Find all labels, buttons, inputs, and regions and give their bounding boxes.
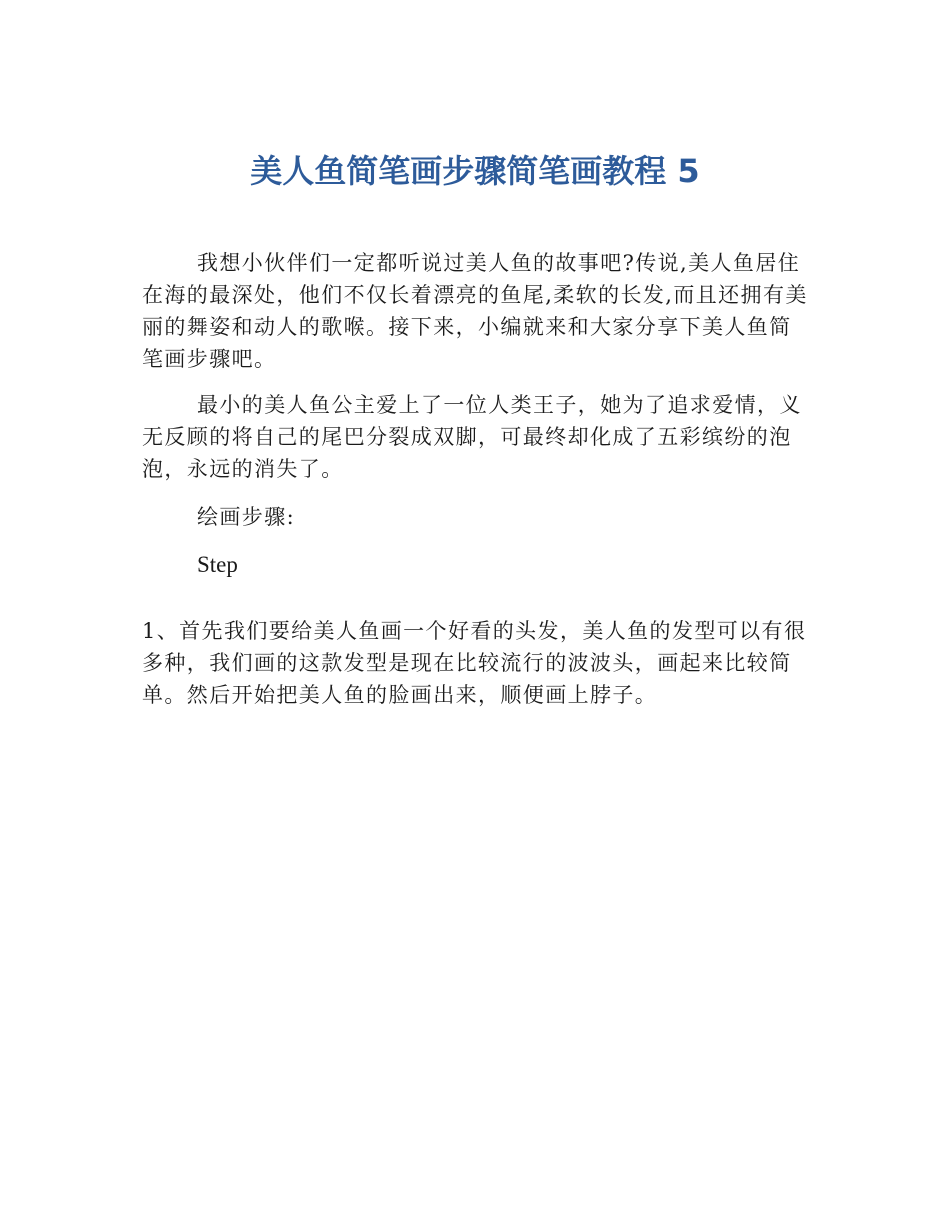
paragraph-step-label: Step — [197, 552, 238, 577]
document-body — [142, 247, 812, 711]
document-title: 美人鱼简笔画步骤简笔画教程 5 — [250, 152, 700, 190]
paragraph-story: 最小的美人鱼公主爱上了一位人类王子，她为了追求爱情，义无反顾的将自己的尾巴分裂成双脚，可最终却化成了五彩缤纷的泡泡，永远的消失了。 — [142, 393, 802, 481]
paragraph-step-1: 1、首先我们要给美人鱼画一个好看的头发，美人鱼的发型可以有很多种，我们画的这款发型是现在比较流行的波波头，画起来比较简单。然后开始把美人鱼的脸画出来，顺便画上脖子。 — [142, 619, 807, 707]
paragraph-steps-heading: 绘画步骤: — [197, 505, 296, 529]
paragraph-intro: 我想小伙伴们一定都听说过美人鱼的故事吧?传说,美人鱼居住在海的最深处，他们不仅长着漂亮的鱼尾,柔软的长发,而且还拥有美丽的舞姿和动人的歌喉。接下来，小编就来和大家分享下美人鱼简笔画步骤吧。 — [142, 251, 808, 371]
